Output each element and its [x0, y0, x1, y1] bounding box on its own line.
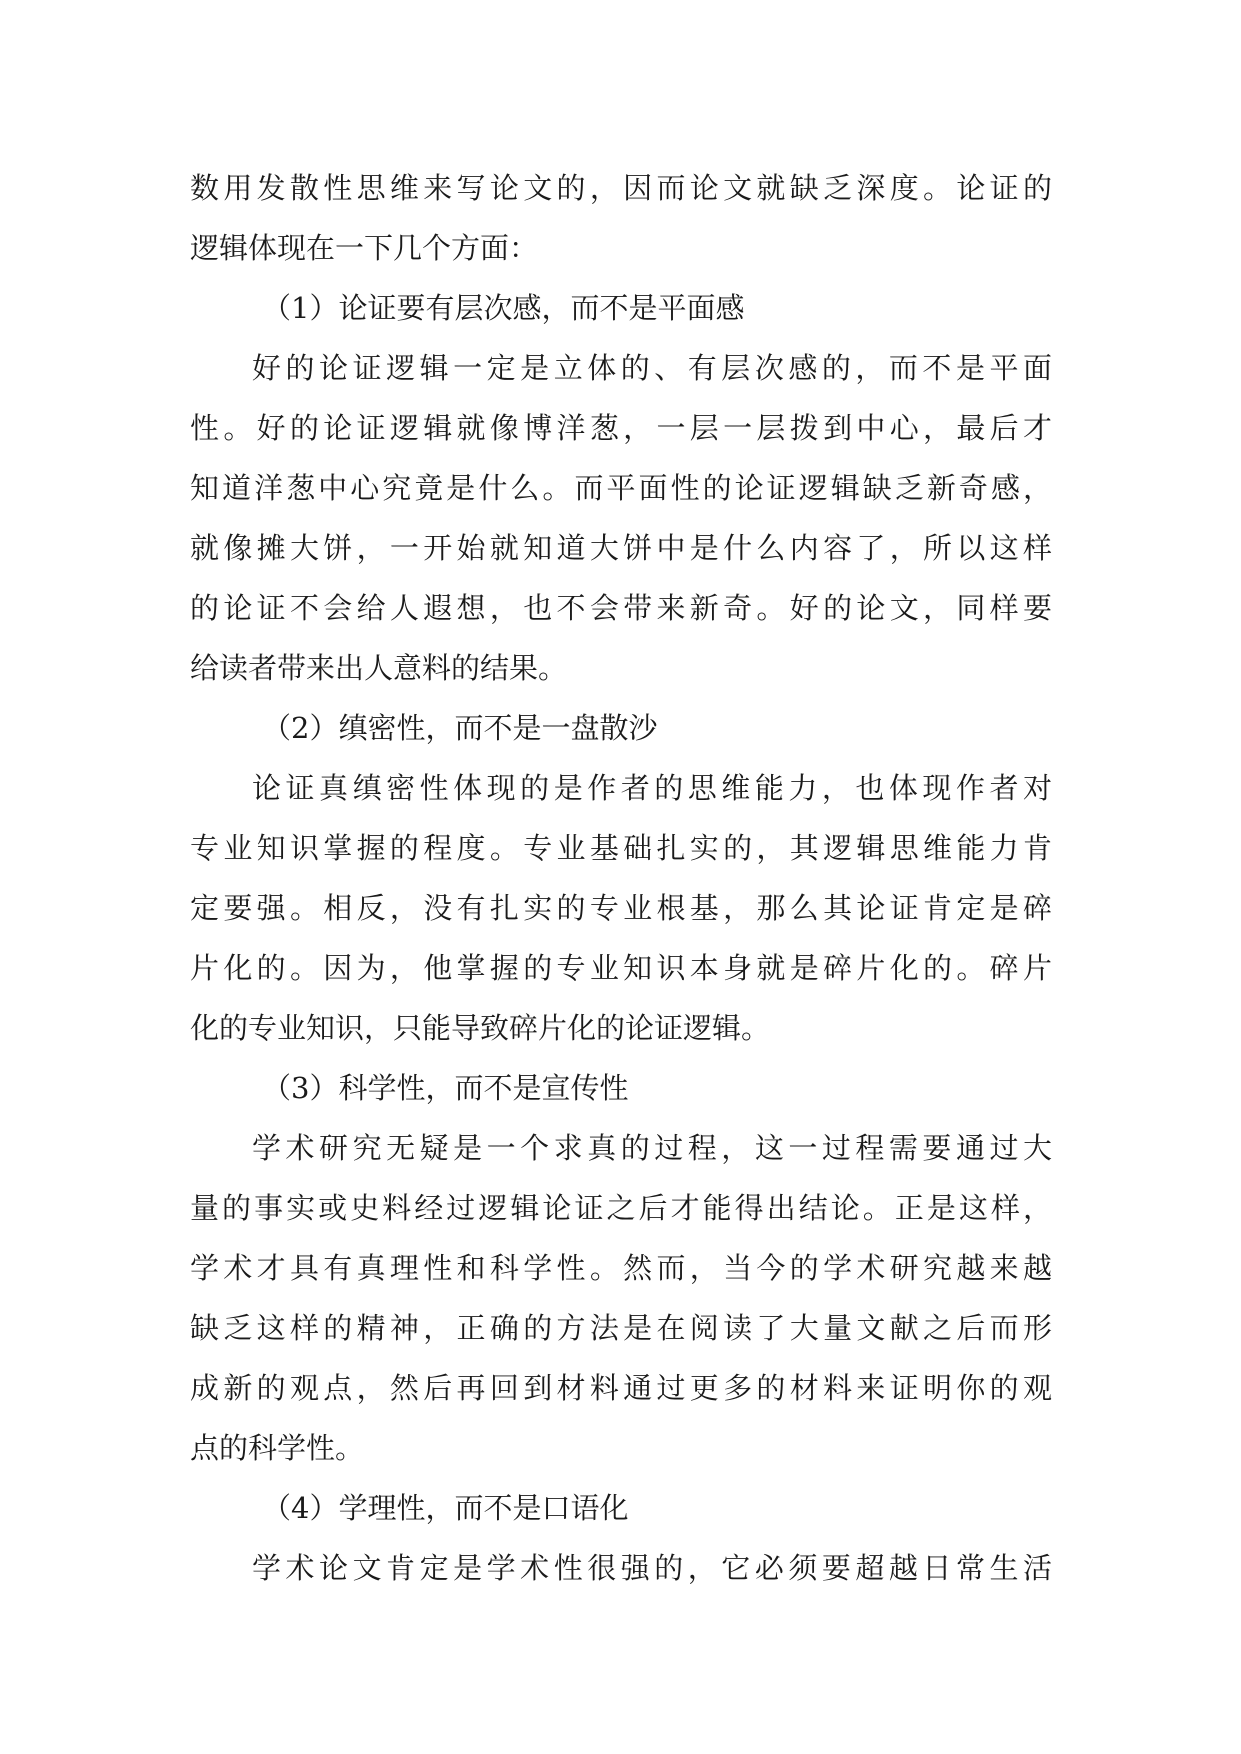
text-line: 量的事实或史料经过逻辑论证之后才能得出结论。正是这样，	[190, 1191, 1052, 1225]
text-line: 给读者带来出人意料的结果。	[190, 651, 568, 685]
text-line: 化的专业知识，只能导致碎片化的论证逻辑。	[190, 1011, 771, 1045]
text-line: 专业知识掌握的程度。专业基础扎实的，其逻辑思维能力肯	[190, 831, 1052, 865]
text-line: 成新的观点，然后再回到材料通过更多的材料来证明你的观	[190, 1371, 1052, 1405]
document-body	[190, 158, 1052, 1598]
section-heading-3: （3）科学性，而不是宣传性	[262, 1071, 629, 1105]
text-line: 点的科学性。	[190, 1431, 365, 1465]
text-line: 性。好的论证逻辑就像博洋葱，一层一层拨到中心，最后才	[190, 411, 1052, 445]
text-line: 定要强。相反，没有扎实的专业根基，那么其论证肯定是碎	[190, 891, 1052, 925]
section-heading-4: （4）学理性，而不是口语化	[262, 1491, 629, 1525]
text-line: 数用发散性思维来写论文的，因而论文就缺乏深度。论证的	[190, 171, 1052, 205]
section-heading-1: （1）论证要有层次感，而不是平面感	[262, 291, 745, 325]
text-line: 好的论证逻辑一定是立体的、有层次感的，而不是平面	[252, 351, 1052, 385]
text-line: 知道洋葱中心究竟是什么。而平面性的论证逻辑缺乏新奇感，	[190, 471, 1052, 505]
section-heading-2: （2）缜密性，而不是一盘散沙	[262, 711, 658, 745]
text-line: 逻辑体现在一下几个方面：	[190, 231, 539, 265]
text-line: 就像摊大饼，一开始就知道大饼中是什么内容了，所以这样	[190, 531, 1052, 565]
text-line: 论证真缜密性体现的是作者的思维能力，也体现作者对	[252, 771, 1052, 805]
text-line: 学术才具有真理性和科学性。然而，当今的学术研究越来越	[190, 1251, 1052, 1285]
text-line: 学术研究无疑是一个求真的过程，这一过程需要通过大	[252, 1131, 1052, 1165]
text-line: 学术论文肯定是学术性很强的，它必须要超越日常生活	[252, 1551, 1052, 1585]
text-line: 片化的。因为，他掌握的专业知识本身就是碎片化的。碎片	[190, 951, 1052, 985]
text-line: 的论证不会给人遐想，也不会带来新奇。好的论文，同样要	[190, 591, 1052, 625]
text-line: 缺乏这样的精神，正确的方法是在阅读了大量文献之后而形	[190, 1311, 1052, 1345]
